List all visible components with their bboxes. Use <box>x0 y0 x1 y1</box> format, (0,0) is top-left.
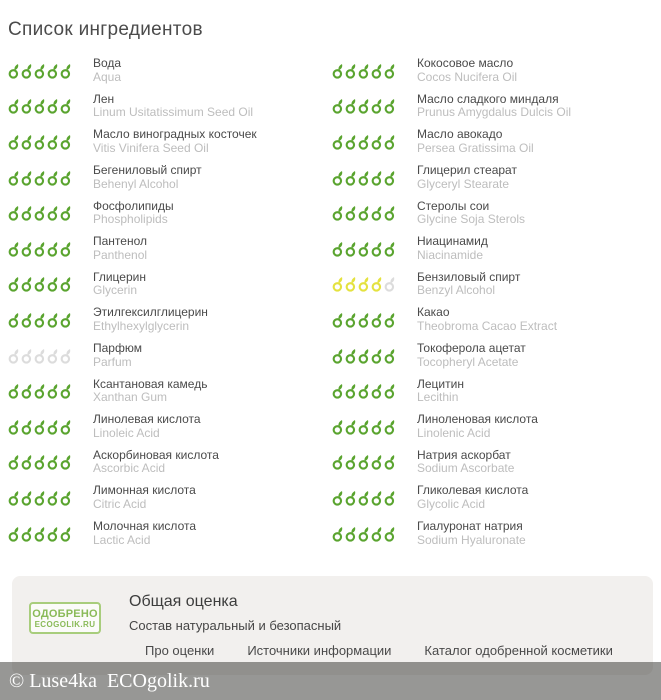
leaf-rating-icon <box>332 526 344 542</box>
leaf-rating-icon <box>60 312 72 328</box>
leaf-rating-icon <box>47 312 59 328</box>
leaf-rating-icon <box>21 419 33 435</box>
ingredient-name: Линоленовая кислота <box>417 412 538 427</box>
leaf-rating-icon <box>371 419 383 435</box>
leaf-rating-icon <box>358 205 370 221</box>
ingredient-row[interactable] <box>8 195 332 231</box>
ingredient-rating <box>332 348 417 364</box>
ingredient-rating <box>332 526 417 542</box>
ingredient-row[interactable] <box>332 480 653 516</box>
page-title: Список ингредиентов <box>8 19 203 40</box>
ingredient-name: Бегениловый спирт <box>93 163 202 178</box>
ingredient-name: Глицерин <box>93 269 146 284</box>
leaf-rating-icon <box>345 383 357 399</box>
ingredient-row[interactable] <box>332 409 653 445</box>
leaf-rating-icon <box>8 134 20 150</box>
leaf-rating-icon <box>47 526 59 542</box>
leaf-rating-icon <box>8 383 20 399</box>
ingredient-rating <box>8 454 93 470</box>
ingredient-row[interactable] <box>332 160 653 196</box>
leaf-rating-icon <box>345 419 357 435</box>
leaf-rating-icon <box>34 312 46 328</box>
ingredient-latin-name: Lecithin <box>417 390 459 405</box>
leaf-rating-icon <box>358 490 370 506</box>
leaf-rating-icon <box>384 276 396 292</box>
leaf-rating-icon <box>60 348 72 364</box>
leaf-rating-icon <box>384 134 396 150</box>
leaf-rating-icon <box>345 134 357 150</box>
overall-rating-panel <box>12 576 653 675</box>
leaf-rating-icon <box>34 276 46 292</box>
copyright-text: © Luse4ka ECOgolik.ru <box>9 669 210 692</box>
leaf-rating-icon <box>21 205 33 221</box>
leaf-rating-icon <box>384 348 396 364</box>
ingredient-name: Натрия аскорбат <box>417 447 511 462</box>
leaf-rating-icon <box>60 63 72 79</box>
ingredient-name: Гиалуронат натрия <box>417 519 523 534</box>
leaf-rating-icon <box>332 348 344 364</box>
leaf-rating-icon <box>8 312 20 328</box>
ingredient-latin-name: Persea Gratissima Oil <box>417 140 534 155</box>
leaf-rating-icon <box>34 170 46 186</box>
ingredient-latin-name: Linoleic Acid <box>93 425 160 440</box>
ingredient-name: Фосфолипиды <box>93 198 174 213</box>
leaf-rating-icon <box>47 348 59 364</box>
ingredient-row[interactable] <box>332 267 653 303</box>
ingredient-row[interactable] <box>332 195 653 231</box>
ingredient-latin-name: Sodium Ascorbate <box>417 461 515 476</box>
leaf-rating-icon <box>60 205 72 221</box>
ingredient-rating <box>8 98 93 114</box>
ingredient-row[interactable] <box>332 373 653 409</box>
leaf-rating-icon <box>8 348 20 364</box>
badge-site-label: ECOGOLIK.RU <box>34 619 96 629</box>
leaf-rating-icon <box>21 134 33 150</box>
ingredient-row[interactable] <box>8 480 332 516</box>
ingredient-latin-name: Glycine Soja Sterols <box>417 212 526 227</box>
ingredient-row[interactable] <box>8 373 332 409</box>
ingredient-name: Лен <box>93 91 115 106</box>
ingredient-latin-name: Parfum <box>93 354 132 369</box>
badge-approved-label: ОДОБРЕНО <box>32 607 98 620</box>
ingredient-latin-name: Cocos Nucifera Oil <box>417 69 518 84</box>
leaf-rating-icon <box>332 241 344 257</box>
ingredient-row[interactable] <box>332 89 653 125</box>
summary-links <box>129 643 613 658</box>
ingredient-latin-name: Panthenol <box>93 247 148 262</box>
leaf-rating-icon <box>47 454 59 470</box>
ingredient-row[interactable] <box>8 338 332 374</box>
leaf-rating-icon <box>8 490 20 506</box>
leaf-rating-icon <box>8 63 20 79</box>
leaf-rating-icon <box>60 98 72 114</box>
leaf-rating-icon <box>21 170 33 186</box>
ingredient-row[interactable] <box>8 53 332 89</box>
leaf-rating-icon <box>358 241 370 257</box>
ingredient-latin-name: Linolenic Acid <box>417 425 491 440</box>
ingredient-rating <box>332 63 417 79</box>
leaf-rating-icon <box>60 526 72 542</box>
leaf-rating-icon <box>358 312 370 328</box>
ingredient-rating <box>332 419 417 435</box>
leaf-rating-icon <box>332 98 344 114</box>
leaf-rating-icon <box>34 134 46 150</box>
leaf-rating-icon <box>47 490 59 506</box>
leaf-rating-icon <box>358 454 370 470</box>
leaf-rating-icon <box>60 383 72 399</box>
summary-link[interactable]: Про оценки <box>145 643 215 658</box>
leaf-rating-icon <box>345 276 357 292</box>
ingredient-name: Бензиловый спирт <box>417 269 521 284</box>
ingredient-name: Аскорбиновая кислота <box>93 447 219 462</box>
leaf-rating-icon <box>371 383 383 399</box>
leaf-rating-icon <box>34 63 46 79</box>
leaf-rating-icon <box>332 383 344 399</box>
leaf-rating-icon <box>60 241 72 257</box>
overall-rating-title: Общая оценка <box>129 593 238 610</box>
ingredient-latin-name: Xanthan Gum <box>93 390 168 405</box>
ingredient-latin-name: Lactic Acid <box>93 532 151 547</box>
ingredient-latin-name: Glycerin <box>93 283 138 298</box>
ingredient-latin-name: Ascorbic Acid <box>93 461 166 476</box>
ingredient-rating <box>332 98 417 114</box>
leaf-rating-icon <box>47 241 59 257</box>
leaf-rating-icon <box>332 205 344 221</box>
leaf-rating-icon <box>8 170 20 186</box>
ingredient-name: Стеролы сои <box>417 198 490 213</box>
leaf-rating-icon <box>345 170 357 186</box>
leaf-rating-icon <box>21 276 33 292</box>
ingredient-rating <box>8 205 93 221</box>
ingredient-latin-name: Sodium Hyaluronate <box>417 532 526 547</box>
ingredient-row[interactable] <box>8 231 332 267</box>
leaf-rating-icon <box>371 98 383 114</box>
ingredient-row[interactable] <box>332 302 653 338</box>
ingredient-name: Лецитин <box>417 376 464 391</box>
leaf-rating-icon <box>8 419 20 435</box>
leaf-rating-icon <box>47 383 59 399</box>
ingredient-latin-name: Citric Acid <box>93 496 147 511</box>
ingredient-row[interactable] <box>8 267 332 303</box>
leaf-rating-icon <box>371 63 383 79</box>
leaf-rating-icon <box>47 205 59 221</box>
leaf-rating-icon <box>345 348 357 364</box>
leaf-rating-icon <box>21 348 33 364</box>
leaf-rating-icon <box>345 490 357 506</box>
leaf-rating-icon <box>34 205 46 221</box>
ingredient-name: Линолевая кислота <box>93 412 201 427</box>
leaf-rating-icon <box>345 454 357 470</box>
leaf-rating-icon <box>8 98 20 114</box>
leaf-rating-icon <box>60 454 72 470</box>
ingredient-rating <box>332 490 417 506</box>
ingredient-latin-name: Vitis Vinifera Seed Oil <box>93 140 209 155</box>
ingredient-rating <box>8 312 93 328</box>
leaf-rating-icon <box>371 312 383 328</box>
leaf-rating-icon <box>358 419 370 435</box>
leaf-rating-icon <box>384 170 396 186</box>
leaf-rating-icon <box>345 241 357 257</box>
leaf-rating-icon <box>34 241 46 257</box>
leaf-rating-icon <box>384 419 396 435</box>
ingredient-latin-name: Linum Usitatissimum Seed Oil <box>93 105 254 120</box>
leaf-rating-icon <box>384 490 396 506</box>
leaf-rating-icon <box>34 526 46 542</box>
leaf-rating-icon <box>345 205 357 221</box>
ingredient-row[interactable] <box>332 231 653 267</box>
ingredient-row[interactable] <box>332 124 653 160</box>
leaf-rating-icon <box>47 419 59 435</box>
ingredient-row[interactable] <box>8 302 332 338</box>
leaf-rating-icon <box>60 419 72 435</box>
leaf-rating-icon <box>21 98 33 114</box>
leaf-rating-icon <box>371 205 383 221</box>
ingredient-row[interactable] <box>8 409 332 445</box>
ingredient-latin-name: Behenyl Alcohol <box>93 176 179 191</box>
leaf-rating-icon <box>8 276 20 292</box>
leaf-rating-icon <box>371 348 383 364</box>
leaf-rating-icon <box>332 134 344 150</box>
ingredient-latin-name: Prunus Amygdalus Dulcis Oil <box>417 105 572 120</box>
ingredient-rating <box>8 170 93 186</box>
leaf-rating-icon <box>345 63 357 79</box>
leaf-rating-icon <box>332 170 344 186</box>
ingredient-row[interactable] <box>8 516 332 552</box>
leaf-rating-icon <box>34 348 46 364</box>
leaf-rating-icon <box>8 205 20 221</box>
ingredient-name: Масло виноградных косточек <box>93 127 257 142</box>
ingredient-name: Молочная кислота <box>93 519 197 534</box>
ingredient-row[interactable] <box>8 124 332 160</box>
leaf-rating-icon <box>34 454 46 470</box>
leaf-rating-icon <box>21 454 33 470</box>
leaf-rating-icon <box>34 98 46 114</box>
leaf-rating-icon <box>384 205 396 221</box>
ingredient-rating <box>332 276 417 292</box>
ingredient-latin-name: Ethylhexylglycerin <box>93 318 190 333</box>
ingredient-rating <box>8 63 93 79</box>
leaf-rating-icon <box>384 454 396 470</box>
ingredient-latin-name: Phospholipids <box>93 212 168 227</box>
leaf-rating-icon <box>332 490 344 506</box>
ingredient-rating <box>332 241 417 257</box>
leaf-rating-icon <box>384 526 396 542</box>
leaf-rating-icon <box>384 63 396 79</box>
ingredient-name: Гликолевая кислота <box>417 483 529 498</box>
ingredient-rating <box>8 383 93 399</box>
leaf-rating-icon <box>21 526 33 542</box>
leaf-rating-icon <box>8 241 20 257</box>
leaf-rating-icon <box>34 490 46 506</box>
ingredient-name: Лимонная кислота <box>93 483 196 498</box>
ingredient-name: Парфюм <box>93 341 142 356</box>
leaf-rating-icon <box>371 276 383 292</box>
ingredient-rating <box>8 490 93 506</box>
ingredient-row[interactable] <box>332 53 653 89</box>
ingredient-latin-name: Aqua <box>93 69 122 84</box>
ingredient-rating <box>8 241 93 257</box>
leaf-rating-icon <box>60 170 72 186</box>
leaf-rating-icon <box>358 383 370 399</box>
ingredient-rating <box>8 526 93 542</box>
ingredients-list <box>8 53 653 551</box>
ingredient-latin-name: Glycolic Acid <box>417 496 486 511</box>
ingredient-name: Глицерил стеарат <box>417 163 517 178</box>
ingredient-rating <box>8 348 93 364</box>
ingredient-row[interactable] <box>8 89 332 125</box>
overall-rating-verdict: Состав натуральный и безопасный <box>129 618 342 633</box>
leaf-rating-icon <box>47 63 59 79</box>
ingredient-row[interactable] <box>332 338 653 374</box>
ingredient-name: Этилгексилглицерин <box>93 305 208 320</box>
leaf-rating-icon <box>21 312 33 328</box>
ingredient-rating <box>332 454 417 470</box>
ingredient-row[interactable] <box>8 445 332 481</box>
approved-ecogolik-badge[interactable] <box>29 602 101 634</box>
leaf-rating-icon <box>371 134 383 150</box>
leaf-rating-icon <box>384 241 396 257</box>
ingredient-name: Токоферола ацетат <box>417 341 526 356</box>
ingredient-latin-name: Tocopheryl Acetate <box>417 354 519 369</box>
ingredient-rating <box>332 170 417 186</box>
leaf-rating-icon <box>21 383 33 399</box>
ingredient-rating <box>332 312 417 328</box>
leaf-rating-icon <box>358 63 370 79</box>
ingredient-rating <box>8 419 93 435</box>
ingredient-row[interactable] <box>332 445 653 481</box>
leaf-rating-icon <box>371 490 383 506</box>
ingredient-name: Ксантановая камедь <box>93 376 208 391</box>
leaf-rating-icon <box>358 526 370 542</box>
leaf-rating-icon <box>332 454 344 470</box>
leaf-rating-icon <box>60 134 72 150</box>
leaf-rating-icon <box>371 170 383 186</box>
leaf-rating-icon <box>345 312 357 328</box>
leaf-rating-icon <box>332 312 344 328</box>
ingredient-latin-name: Benzyl Alcohol <box>417 283 496 298</box>
leaf-rating-icon <box>21 490 33 506</box>
ingredient-rating <box>332 205 417 221</box>
leaf-rating-icon <box>47 134 59 150</box>
ingredient-latin-name: Niacinamide <box>417 247 484 262</box>
ingredient-latin-name: Glyceryl Stearate <box>417 176 510 191</box>
leaf-rating-icon <box>371 454 383 470</box>
leaf-rating-icon <box>358 134 370 150</box>
leaf-rating-icon <box>60 490 72 506</box>
leaf-rating-icon <box>47 170 59 186</box>
leaf-rating-icon <box>358 276 370 292</box>
leaf-rating-icon <box>358 98 370 114</box>
leaf-rating-icon <box>47 98 59 114</box>
leaf-rating-icon <box>332 276 344 292</box>
ingredient-row[interactable] <box>8 160 332 196</box>
ingredient-name: Масло авокадо <box>417 127 503 142</box>
leaf-rating-icon <box>60 276 72 292</box>
leaf-rating-icon <box>371 241 383 257</box>
leaf-rating-icon <box>384 98 396 114</box>
ingredient-latin-name: Theobroma Cacao Extract <box>417 318 558 333</box>
leaf-rating-icon <box>332 419 344 435</box>
summary-link[interactable]: Источники информации <box>247 643 392 658</box>
leaf-rating-icon <box>21 241 33 257</box>
leaf-rating-icon <box>34 383 46 399</box>
leaf-rating-icon <box>345 526 357 542</box>
leaf-rating-icon <box>8 526 20 542</box>
ingredient-rating <box>332 383 417 399</box>
ingredient-rating <box>8 276 93 292</box>
ingredient-name: Ниацинамид <box>417 234 488 249</box>
leaf-rating-icon <box>345 98 357 114</box>
leaf-rating-icon <box>332 63 344 79</box>
leaf-rating-icon <box>384 312 396 328</box>
leaf-rating-icon <box>47 276 59 292</box>
leaf-rating-icon <box>384 383 396 399</box>
leaf-rating-icon <box>34 419 46 435</box>
ingredient-name: Какао <box>417 305 450 320</box>
leaf-rating-icon <box>358 170 370 186</box>
leaf-rating-icon <box>8 454 20 470</box>
ingredient-name: Кокосовое масло <box>417 56 514 71</box>
ingredient-rating <box>8 134 93 150</box>
leaf-rating-icon <box>371 526 383 542</box>
ingredient-name: Вода <box>93 56 122 71</box>
ingredient-row[interactable] <box>332 516 653 552</box>
leaf-rating-icon <box>21 63 33 79</box>
watermark-bar <box>0 662 661 700</box>
ingredient-rating <box>332 134 417 150</box>
ingredient-name: Масло сладкого миндаля <box>417 91 559 106</box>
summary-link[interactable]: Каталог одобренной косметики <box>424 643 613 658</box>
ingredient-name: Пантенол <box>93 234 147 249</box>
leaf-rating-icon <box>358 348 370 364</box>
